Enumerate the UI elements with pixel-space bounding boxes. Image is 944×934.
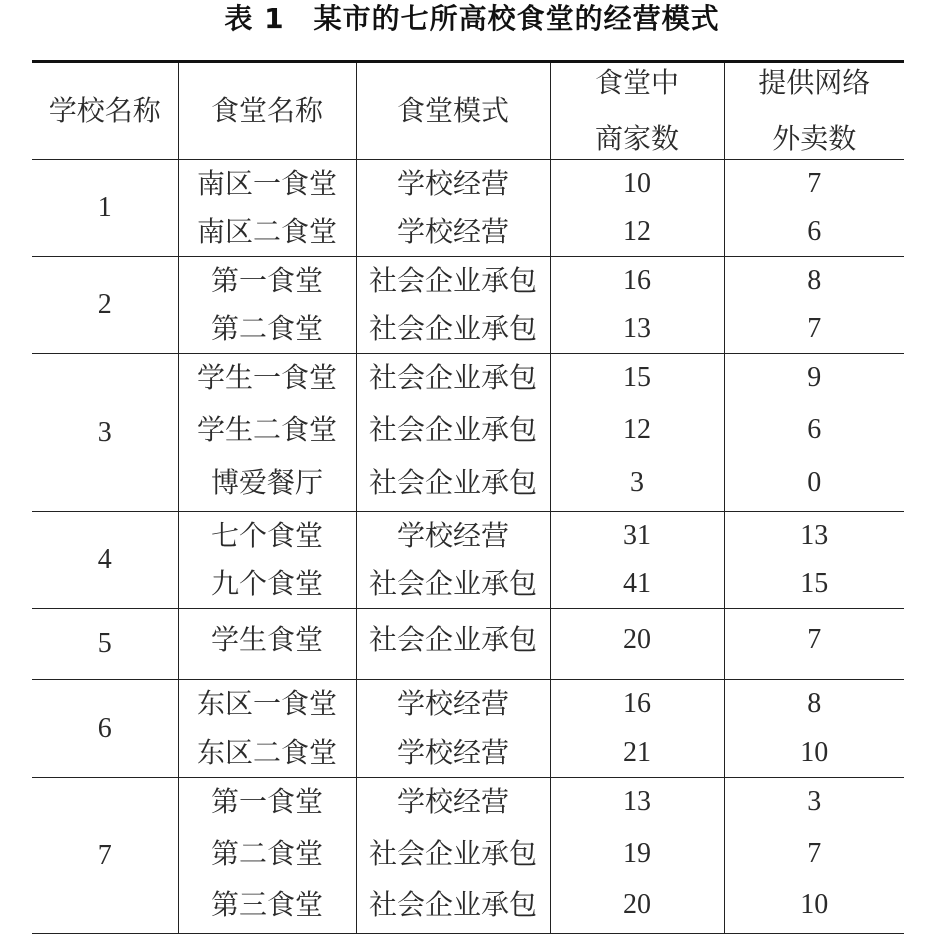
takeout-value: 10	[800, 889, 829, 921]
canteen-cell	[178, 257, 356, 354]
school-cell: 4	[32, 512, 178, 609]
canteen-value: 第二食堂	[210, 312, 323, 345]
school-cell: 3	[32, 354, 178, 512]
table-row	[32, 512, 904, 609]
table-row	[32, 778, 904, 934]
school-cell: 7	[32, 778, 178, 934]
mode-value: 社会企业承包	[368, 312, 537, 345]
canteen-value: 博爱餐厅	[210, 465, 323, 499]
merchants-value: 19	[623, 837, 651, 869]
mode-cell	[356, 354, 550, 512]
mode-value: 社会企业承包	[368, 361, 537, 394]
header-merchants-line1: 食堂中	[594, 66, 679, 99]
takeout-value: 6	[807, 216, 822, 247]
merchants-cell	[550, 609, 724, 680]
merchants-cell	[550, 512, 724, 609]
canteen-value: 第一食堂	[210, 264, 323, 297]
mode-value: 学校经营	[396, 735, 509, 769]
merchants-value: 13	[623, 786, 651, 817]
canteen-cell	[178, 680, 356, 778]
canteen-cell	[178, 354, 356, 512]
table-row	[32, 354, 904, 512]
header-takeout-line2: 外卖数	[772, 122, 857, 155]
header-merchants	[550, 62, 724, 160]
takeout-cell	[724, 512, 904, 609]
mode-value: 社会企业承包	[368, 264, 537, 297]
canteen-value: 九个食堂	[210, 567, 323, 600]
takeout-value: 7	[807, 837, 822, 869]
table-body	[32, 160, 904, 934]
table-title: 表 1 某市的七所高校食堂的经营模式	[224, 2, 720, 35]
table-row	[32, 160, 904, 257]
canteen-value: 学生食堂	[210, 622, 323, 656]
takeout-value: 8	[807, 688, 822, 719]
takeout-value: 3	[807, 786, 822, 817]
merchants-value: 20	[623, 889, 651, 921]
header-mode: 食堂模式	[356, 62, 550, 160]
merchants-value: 3	[630, 466, 644, 498]
merchants-value: 13	[623, 313, 651, 344]
mode-value: 学校经营	[396, 687, 509, 720]
merchants-value: 16	[623, 688, 651, 719]
mode-value: 社会企业承包	[368, 622, 537, 656]
merchants-cell	[550, 160, 724, 257]
merchants-value: 12	[623, 216, 651, 247]
header-row	[32, 62, 904, 160]
merchants-value: 16	[623, 265, 651, 296]
canteen-value: 学生二食堂	[196, 413, 337, 447]
merchants-value: 10	[623, 168, 651, 199]
takeout-value: 15	[800, 568, 829, 599]
merchants-cell	[550, 354, 724, 512]
canteen-table	[32, 60, 904, 934]
mode-value: 社会企业承包	[368, 413, 537, 447]
canteen-cell	[178, 160, 356, 257]
takeout-value: 8	[807, 265, 822, 296]
mode-value: 社会企业承包	[368, 836, 537, 870]
merchants-value: 41	[623, 568, 651, 599]
takeout-value: 9	[807, 362, 822, 393]
merchants-value: 20	[623, 623, 651, 655]
canteen-value: 七个食堂	[210, 519, 323, 552]
canteen-value: 第一食堂	[210, 785, 323, 818]
takeout-value: 7	[807, 313, 822, 344]
canteen-value: 第二食堂	[210, 836, 323, 870]
school-cell: 1	[32, 160, 178, 257]
table-row	[32, 609, 904, 680]
canteen-value: 南区二食堂	[196, 215, 337, 248]
canteen-value: 学生一食堂	[196, 361, 337, 394]
school-cell: 5	[32, 609, 178, 680]
merchants-value: 21	[623, 736, 651, 768]
takeout-cell	[724, 778, 904, 934]
mode-value: 学校经营	[396, 519, 509, 552]
mode-value: 社会企业承包	[368, 465, 537, 499]
mode-value: 社会企业承包	[368, 567, 537, 600]
merchants-value: 12	[623, 414, 651, 446]
header-canteen: 食堂名称	[178, 62, 356, 160]
school-cell: 6	[32, 680, 178, 778]
merchants-cell	[550, 680, 724, 778]
header-takeout-line1: 提供网络	[758, 66, 871, 99]
mode-cell	[356, 680, 550, 778]
merchants-cell	[550, 778, 724, 934]
canteen-value: 东区二食堂	[196, 735, 337, 769]
canteen-value: 东区一食堂	[196, 687, 337, 720]
merchants-cell	[550, 257, 724, 354]
mode-cell	[356, 609, 550, 680]
school-cell: 2	[32, 257, 178, 354]
takeout-cell	[724, 354, 904, 512]
takeout-value: 7	[807, 168, 822, 199]
takeout-cell	[724, 680, 904, 778]
takeout-value: 6	[807, 414, 822, 446]
header-school: 学校名称	[32, 62, 178, 160]
header-takeout	[724, 62, 904, 160]
takeout-value: 10	[800, 736, 829, 768]
takeout-value: 13	[800, 520, 829, 551]
table-row	[32, 257, 904, 354]
takeout-cell	[724, 257, 904, 354]
mode-value: 学校经营	[396, 167, 509, 200]
mode-cell	[356, 778, 550, 934]
canteen-value: 南区一食堂	[196, 167, 337, 200]
canteen-cell	[178, 778, 356, 934]
takeout-value: 0	[807, 466, 822, 498]
canteen-value: 第三食堂	[210, 888, 323, 922]
merchants-value: 15	[623, 362, 651, 393]
takeout-cell	[724, 609, 904, 680]
mode-cell	[356, 512, 550, 609]
canteen-cell	[178, 609, 356, 680]
mode-cell	[356, 160, 550, 257]
merchants-value: 31	[623, 520, 651, 551]
header-merchants-line2: 商家数	[594, 122, 679, 155]
mode-value: 社会企业承包	[368, 888, 537, 922]
mode-value: 学校经营	[396, 215, 509, 248]
table-row	[32, 680, 904, 778]
takeout-value: 7	[807, 623, 822, 655]
takeout-cell	[724, 160, 904, 257]
mode-cell	[356, 257, 550, 354]
canteen-cell	[178, 512, 356, 609]
mode-value: 学校经营	[396, 785, 509, 818]
